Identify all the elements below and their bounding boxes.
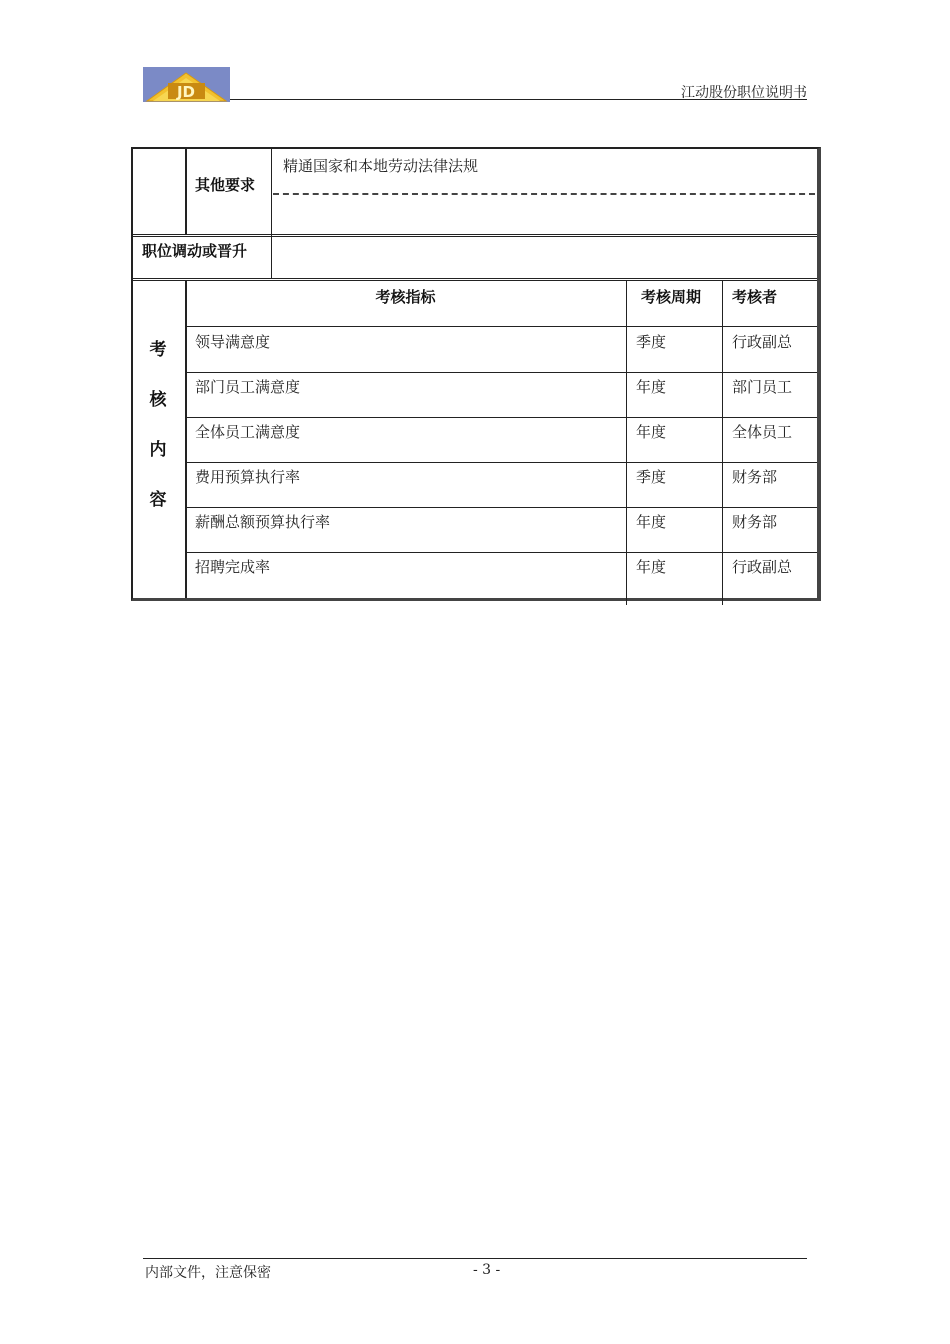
row-assessor: 部门员工 bbox=[732, 378, 793, 396]
row-period: 年度 bbox=[636, 513, 667, 531]
row-divider bbox=[185, 462, 817, 463]
assessment-col-divider-2 bbox=[722, 281, 723, 605]
job-description-table bbox=[131, 147, 821, 601]
row-assessor: 行政副总 bbox=[732, 558, 793, 576]
assessment-col-divider-1 bbox=[626, 281, 627, 605]
row-divider bbox=[185, 372, 817, 373]
row-separator-1 bbox=[133, 234, 817, 237]
row-divider bbox=[185, 417, 817, 418]
row-indicator: 部门员工满意度 bbox=[195, 378, 301, 396]
row-assessor: 全体员工 bbox=[732, 423, 793, 441]
confidential-note: 内部文件，注意保密 bbox=[145, 1265, 271, 1281]
column-header-period: 考核周期 bbox=[641, 288, 702, 306]
row-assessor: 财务部 bbox=[732, 513, 778, 531]
other-requirements-value: 精通国家和本地劳动法律法规 bbox=[283, 157, 479, 175]
assessment-label-char: 容 bbox=[149, 490, 167, 510]
row-assessor: 行政副总 bbox=[732, 333, 793, 351]
row-indicator: 招聘完成率 bbox=[195, 558, 271, 576]
row-separator-2 bbox=[133, 278, 817, 281]
footer-divider bbox=[143, 1258, 807, 1259]
assessment-label-char: 内 bbox=[149, 440, 167, 460]
row-indicator: 薪酬总额预算执行率 bbox=[195, 513, 331, 531]
dashed-separator bbox=[273, 193, 815, 195]
other-requirements-label: 其他要求 bbox=[195, 176, 256, 194]
header-divider bbox=[230, 99, 807, 100]
row-period: 年度 bbox=[636, 558, 667, 576]
assessment-label-char: 考 bbox=[149, 340, 167, 360]
row-period: 年度 bbox=[636, 378, 667, 396]
column-header-indicator: 考核指标 bbox=[375, 288, 436, 306]
row-indicator: 全体员工满意度 bbox=[195, 423, 301, 441]
row1-divider-a bbox=[185, 149, 187, 235]
row-divider bbox=[185, 507, 817, 508]
row-period: 季度 bbox=[636, 333, 667, 351]
header-row-bottom bbox=[185, 326, 817, 327]
page-number: - 3 - bbox=[473, 1262, 501, 1278]
row-assessor: 财务部 bbox=[732, 468, 778, 486]
assessment-section-label bbox=[133, 339, 183, 539]
company-logo bbox=[143, 67, 230, 102]
row-indicator: 费用预算执行率 bbox=[195, 468, 301, 486]
row-period: 年度 bbox=[636, 423, 667, 441]
assessment-left-divider bbox=[185, 281, 187, 598]
row-period: 季度 bbox=[636, 468, 667, 486]
row1-divider-b bbox=[271, 149, 272, 279]
document-title: 江动股份职位说明书 bbox=[681, 85, 807, 101]
logo-text: JD bbox=[176, 83, 196, 101]
column-header-assessor: 考核者 bbox=[732, 288, 778, 306]
transfer-label: 职位调动或晋升 bbox=[142, 242, 248, 260]
row-divider bbox=[185, 552, 817, 553]
assessment-label-char: 核 bbox=[149, 390, 167, 410]
row-indicator: 领导满意度 bbox=[195, 333, 271, 351]
